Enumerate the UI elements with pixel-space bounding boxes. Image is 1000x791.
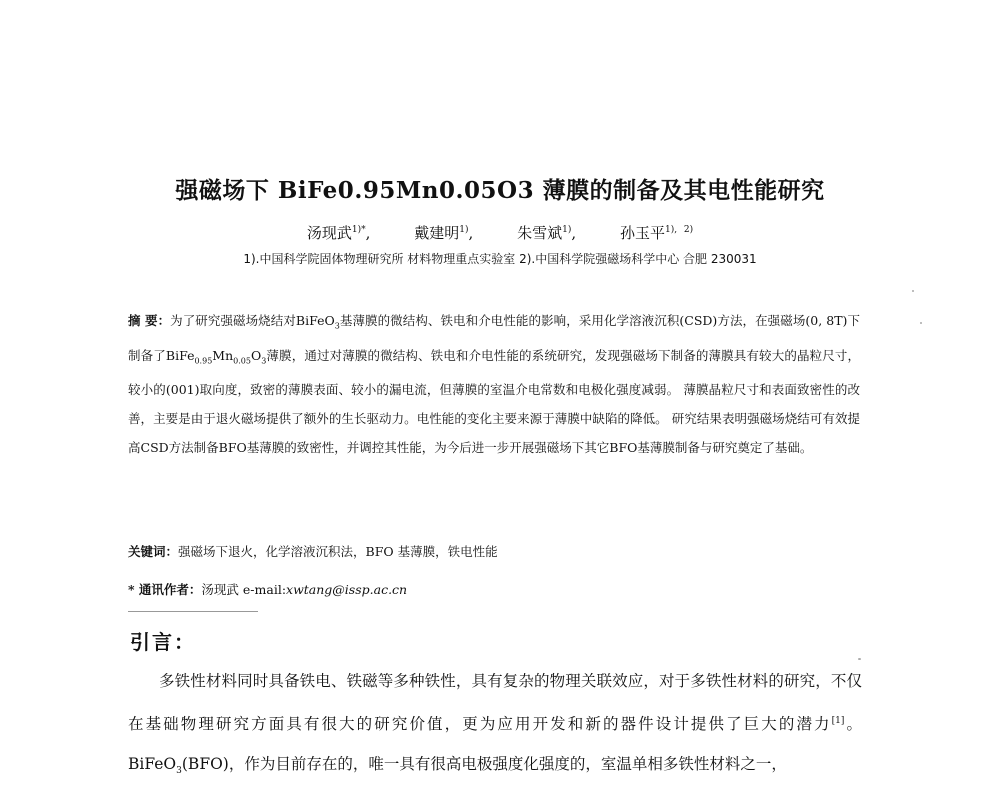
footnote-divider bbox=[128, 611, 258, 612]
abstract-label: 摘 要： bbox=[128, 313, 171, 328]
citation-ref: [1] bbox=[831, 716, 845, 726]
author-affiliation-mark: 1)* bbox=[351, 225, 366, 235]
author-name: 孙玉平 bbox=[619, 224, 665, 242]
email-label: e-mail: bbox=[242, 582, 287, 597]
author-affiliation-mark: 1), 2) bbox=[664, 225, 694, 235]
author-name: 朱雪斌 bbox=[517, 224, 563, 242]
intro-subscript: 3 bbox=[176, 766, 182, 777]
section-heading: 引言： bbox=[130, 630, 196, 654]
intro-text: (BFO)，作为目前存在的，唯一具有很高电极强度化强度的，室温单相多铁性材料之一， bbox=[181, 755, 787, 774]
abstract-text: 基薄膜的微结构、铁电和介电性能的影响，采用化学溶液沉积(CSD)方法，在强磁场(0, 8T)下制备了BiFe bbox=[128, 313, 860, 363]
intro-paragraph bbox=[128, 661, 862, 791]
abstract-subscript: 0.95 bbox=[194, 356, 213, 365]
scan-speck bbox=[920, 322, 922, 324]
affiliations: 1).中国科学院固体物理研究所 材料物理重点实验室 2).中国科学院强磁场科学中心 合肥 230031 bbox=[243, 252, 757, 266]
abstract-subscript: 3 bbox=[261, 356, 267, 365]
author-name: 汤现武 bbox=[306, 224, 352, 242]
abstract bbox=[128, 306, 860, 462]
author-name: 戴建明 bbox=[414, 224, 460, 242]
abstract-subscript: 3 bbox=[334, 321, 340, 331]
abstract-text: O bbox=[250, 347, 262, 363]
abstract-text: 薄膜，通过对薄膜的微结构、铁电和介电性能的系统研究，发现强磁场下制备的薄膜具有较大的晶粒尺寸，较小的(001)取向度，致密的薄膜表面、较小的漏电流，但薄膜的室温介电常数和电极化强度减弱。 薄膜晶粒尺寸和表面致密性的改善，主要是由于退火磁场提供了额外的生长驱动力。电性能的变化主要来源于薄膜中缺陷的降低。 研究结果表明强磁场烧结可有效提高CSD方法制备BFO基薄膜的致密性，并调控其性能，为今后进一步开展强磁场下其它BFO基薄膜制备与研究奠定了基础。 bbox=[128, 347, 860, 455]
abstract-text: 为了研究强磁场烧结对BiFeO bbox=[170, 313, 335, 328]
abstract-text: Mn bbox=[212, 347, 234, 363]
paper-title: 强磁场下 BiFe0.95Mn0.05O3 薄膜的制备及其电性能研究 bbox=[175, 177, 825, 204]
abstract-subscript: 0.05 bbox=[233, 356, 251, 365]
keywords bbox=[128, 542, 860, 560]
keywords-label: 关键词： bbox=[128, 544, 179, 559]
author-affiliation-mark: 1) bbox=[562, 225, 572, 235]
intro-text: 。BiFeO bbox=[128, 715, 862, 774]
scan-speck bbox=[912, 290, 914, 292]
author-affiliation-mark: 1) bbox=[459, 225, 469, 235]
keywords-text: 强磁场下退火，化学溶液沉积法，BFO 基薄膜，铁电性能 bbox=[178, 544, 498, 559]
intro-text: 多铁性材料同时具备铁电、铁磁等多种铁性，具有复杂的物理关联效应，对于多铁性材料的研究，不仅在基础物理研究方面具有很大的研究价值，更为应用开发和新的器件设计提供了巨大的潜力 bbox=[128, 672, 862, 734]
scan-speck bbox=[858, 658, 861, 660]
corresponding-name: 汤现武 bbox=[201, 582, 239, 597]
corresponding-author bbox=[128, 580, 860, 598]
corresponding-label: * 通讯作者： bbox=[128, 582, 202, 597]
author-list: 汤现武$^{1)*}$, 戴建明$^{1)}$, 朱雪斌$^{1)}$, 孙玉平$^{1), 2)}$ bbox=[306, 224, 694, 242]
email-address: xwtang@issp.ac.cn bbox=[286, 582, 408, 597]
